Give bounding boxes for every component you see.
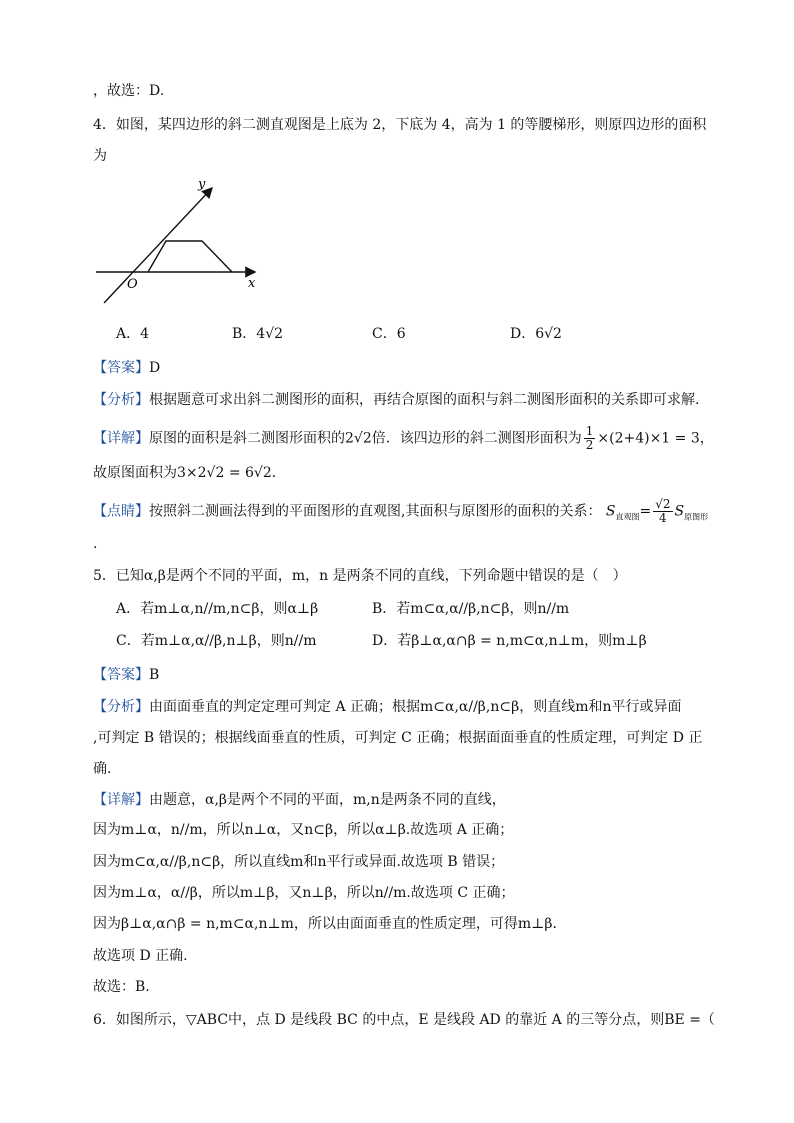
tip-tag: 【点睛】	[93, 503, 149, 520]
q4-detail: 【详解】原图的面积是斜二测图形面积的2√2倍．该四边形的斜二测图形面积为 $\frac{1}{2}$ ×(2+4)×1 = 3，	[93, 424, 714, 452]
q4-analysis: 【分析】根据题意可求出斜二测图形的面积，再结合原图的面积与斜二测图形面积的关系即可求解.	[93, 392, 700, 408]
q5-detail-line6: 故选项 D 正确.	[93, 948, 188, 964]
previous-answer-end: ，故选：D.	[93, 83, 165, 99]
q5-detail-line3: 因为m⊂α,α//β,n⊂β，所以直线m和n平行或异面.故选项 B 错误；	[93, 854, 505, 870]
q5-option-d: D．若β⊥α,α∩β = n,m⊂α,n⊥m，则m⊥β	[372, 633, 647, 649]
q4-detail-line2: 故原图面积为3×2√2 = 6√2．	[93, 465, 286, 481]
origin-label: O	[127, 277, 138, 292]
q4-figure	[90, 175, 270, 310]
analysis-tag: 【分析】	[93, 392, 149, 408]
x-axis-label: x	[248, 276, 256, 291]
trapezoid	[148, 241, 232, 272]
q5-analysis-line2: ,可判定 B 错误的；根据线面垂直的性质，可判定 C 正确；根据面面垂直的性质定理，可判定 D 正	[93, 730, 703, 746]
y-axis	[104, 188, 212, 303]
q5-detail-line1: 【详解】由题意，α,β是两个不同的平面，m,n是两条不同的直线，	[93, 792, 506, 808]
q5-analysis-line3: 确.	[93, 761, 112, 777]
q5-option-b: B．若m⊂α,α//β,n⊂β，则n//m	[372, 601, 570, 617]
y-axis-label: y	[198, 177, 206, 192]
q5-detail-line2: 因为m⊥α，n//m，所以n⊥α，又n⊂β，所以α⊥β.故选项 A 正确；	[93, 822, 514, 838]
q4-stem-line1: 4．如图，某四边形的斜二测直观图是上底为 2，下底为 4，高为 1 的等腰梯形，则原四边形的面积	[93, 117, 707, 133]
q4-tip: 【点睛】按照斜二测画法得到的平面图形的直观图,其面积与原图形的面积的关系： $S_{直观图}=$ $\frac{√2}{4}$ $S_{原图形}$	[93, 497, 709, 525]
q5-option-a: A．若m⊥α,n//m,n⊂β，则α⊥β	[116, 601, 319, 617]
q5-detail-line7: 故选：B.	[93, 979, 150, 995]
q4-option-b: B．4√2	[232, 326, 284, 342]
q5-answer: 【答案】B	[93, 667, 160, 683]
q5-analysis-line1: 【分析】由面面垂直的判定定理可判定 A 正确；根据m⊂α,α//β,n⊂β，则直线m和n平行或异面	[93, 699, 682, 715]
answer-tag: 【答案】	[93, 360, 149, 376]
q6-stem: 6．如图所示，▽ABC中，点 D 是线段 BC 的中点，E 是线段 AD 的靠近 A 的三等分点，则BE =（	[93, 1012, 715, 1028]
q4-tip-end: .	[93, 536, 98, 552]
q5-detail-line4: 因为m⊥α，α//β，所以m⊥β，又n⊥β，所以n//m.故选项 C 正确；	[93, 885, 515, 901]
q4-option-a: A．4	[116, 326, 150, 342]
q5-stem: 5．已知α,β是两个不同的平面，m，n 是两条不同的直线，下列命题中错误的是（ ）	[93, 568, 627, 584]
q4-option-c: C．6	[372, 326, 406, 342]
q5-option-c: C．若m⊥α,α//β,n⊥β，则n//m	[116, 633, 317, 649]
q4-option-d: D．6√2	[510, 326, 562, 342]
fraction-half: $\frac{1}{2}$	[585, 424, 594, 452]
q5-detail-line5: 因为β⊥α,α∩β = n,m⊂α,n⊥m，所以由面面垂直的性质定理，可得m⊥β．	[93, 916, 567, 932]
detail-tag: 【详解】	[93, 430, 149, 447]
q4-answer: 【答案】D	[93, 360, 161, 376]
q4-stem-line2: 为	[93, 148, 107, 164]
